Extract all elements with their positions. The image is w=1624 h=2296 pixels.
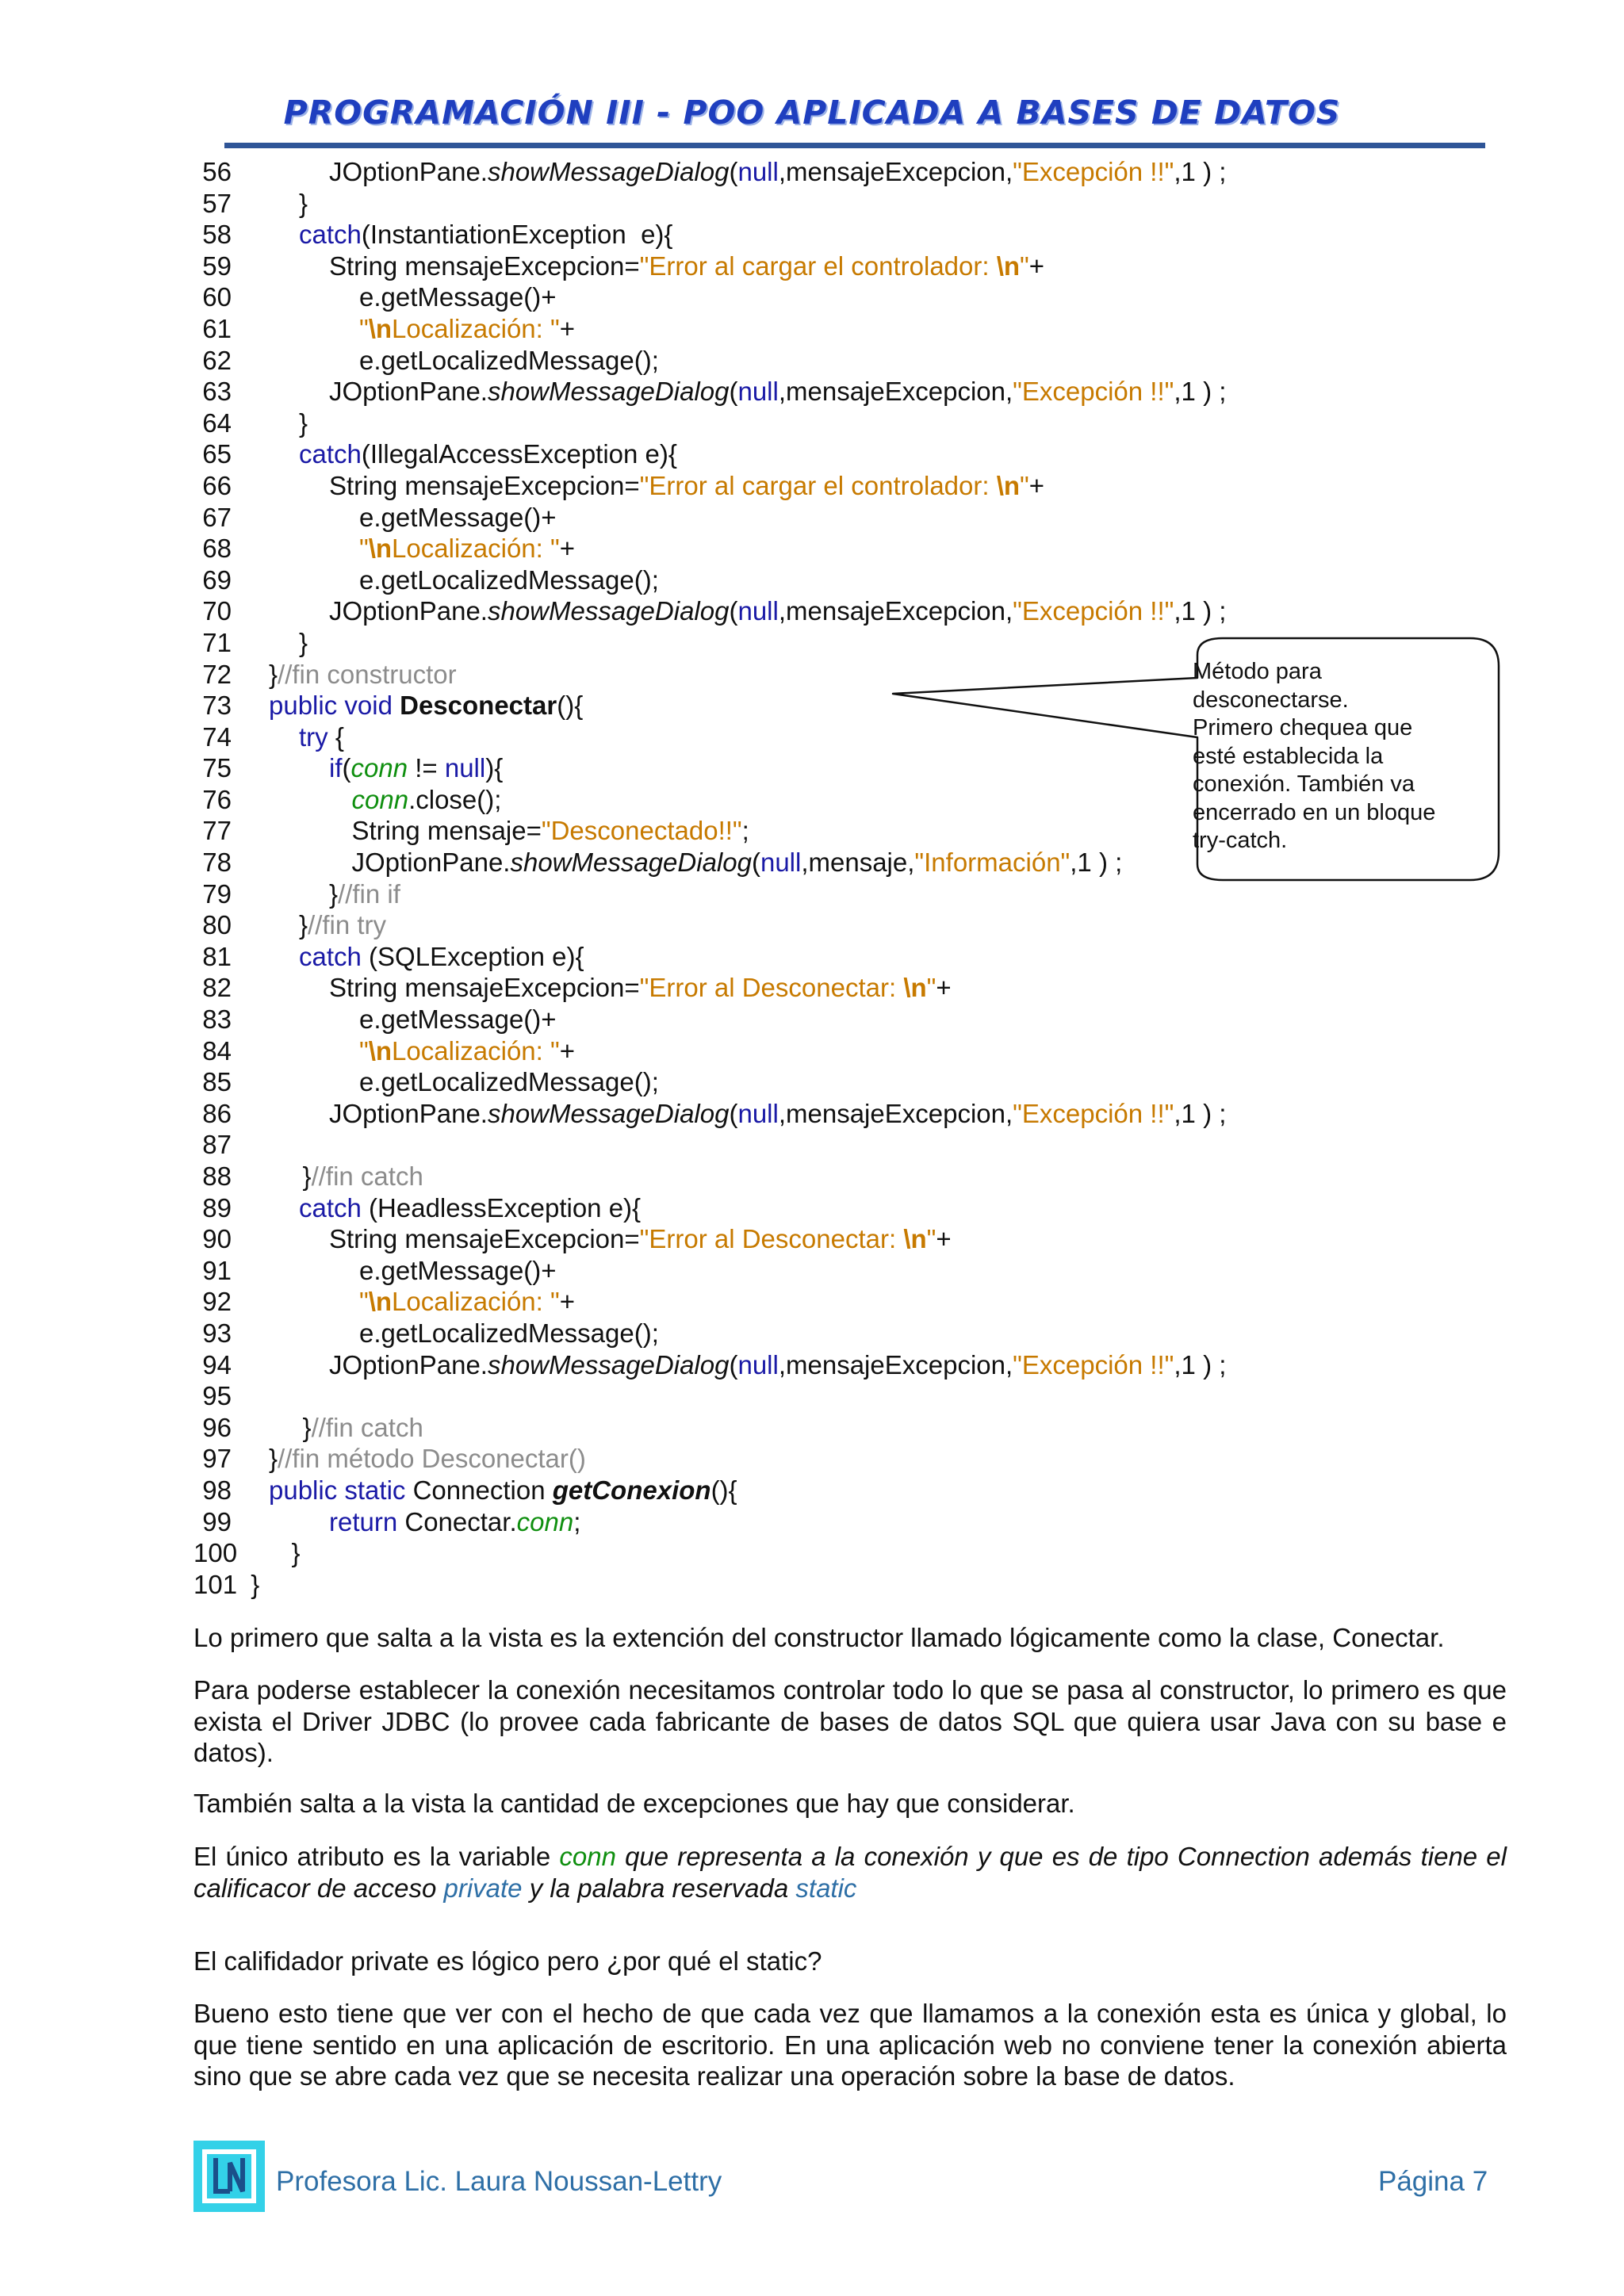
code-token: \n — [903, 973, 927, 1003]
code-line — [0, 281, 1624, 313]
line-number: 92 — [202, 1287, 232, 1317]
line-number: 77 — [202, 816, 232, 846]
code-line — [0, 1098, 1624, 1130]
code-token: Localización: " — [392, 313, 560, 343]
code-token: if — [329, 753, 343, 783]
line-number: 87 — [202, 1130, 232, 1160]
line-number: 59 — [202, 251, 232, 281]
code-line — [0, 1537, 1624, 1569]
code-token: //fin try — [308, 910, 387, 940]
code-token: JOptionPane. — [351, 848, 511, 878]
code-token: } — [299, 188, 308, 218]
code-line — [0, 408, 1624, 439]
code-token: Localización: " — [392, 1287, 560, 1317]
code-line — [0, 1129, 1624, 1161]
code-token: //fin método Desconectar() — [278, 1444, 586, 1474]
code-token: != — [408, 753, 445, 783]
code-line — [0, 1192, 1624, 1224]
code-token: e.getMessage()+ — [359, 1255, 557, 1285]
code-token: e.getMessage()+ — [359, 1004, 557, 1035]
code-line — [0, 972, 1624, 1004]
code-text — [329, 878, 400, 910]
code-token: showMessageDialog — [487, 596, 730, 626]
code-token: Localización: " — [392, 534, 560, 564]
code-token: "Error al cargar el controlador: — [639, 470, 997, 500]
code-text — [329, 1506, 580, 1538]
code-text — [359, 533, 575, 564]
code-token: showMessageDialog — [487, 157, 730, 186]
line-number: 80 — [202, 910, 232, 940]
code-token: ( — [729, 596, 738, 626]
code-text — [299, 219, 672, 251]
code-token: "Error al Desconectar: — [639, 973, 904, 1003]
line-number: 60 — [202, 282, 232, 312]
code-text — [359, 1066, 659, 1098]
callout-text — [1193, 658, 1494, 855]
code-token: catch — [299, 439, 362, 469]
ln-logo-icon — [193, 2141, 265, 2212]
callout-line: encerrado en un bloque — [1193, 799, 1436, 825]
code-token: ){ — [485, 753, 504, 783]
callout-line: esté establecida la — [1193, 743, 1384, 769]
code-line — [0, 1349, 1624, 1381]
code-token: null — [737, 596, 779, 626]
code-token: JOptionPane. — [329, 157, 488, 186]
code-token: (SQLException e){ — [361, 941, 584, 971]
code-token: conn — [516, 1506, 574, 1536]
code-line — [0, 1475, 1624, 1506]
code-token: ( — [729, 1349, 738, 1380]
line-number: 79 — [202, 878, 232, 909]
code-token: + — [559, 1035, 575, 1066]
code-token: e.getLocalizedMessage(); — [359, 564, 659, 595]
line-number: 69 — [202, 564, 232, 595]
code-line — [0, 470, 1624, 502]
code-token: e.getMessage()+ — [359, 502, 557, 532]
code-token: e.getMessage()+ — [359, 282, 557, 312]
line-number: 56 — [202, 157, 232, 186]
code-token: String mensajeExcepcion= — [329, 251, 640, 281]
code-token: ( — [729, 157, 738, 186]
code-token: ,mensajeExcepcion, — [778, 1349, 1013, 1380]
code-line — [0, 251, 1624, 282]
code-token: null — [737, 1098, 779, 1128]
code-text — [251, 1569, 259, 1601]
code-line — [0, 156, 1624, 188]
code-token: JOptionPane. — [329, 377, 488, 407]
code-token: + — [1028, 251, 1045, 281]
code-line — [0, 1161, 1624, 1192]
code-text — [292, 1537, 301, 1569]
code-text — [329, 1223, 952, 1255]
code-token: .close(); — [408, 784, 502, 814]
code-text — [303, 1412, 423, 1444]
code-token: { — [327, 721, 344, 752]
code-text — [329, 251, 1044, 282]
code-text — [359, 1004, 557, 1035]
line-number: 63 — [202, 377, 232, 407]
code-token: " — [1020, 251, 1029, 281]
code-token: (){ — [710, 1475, 737, 1505]
code-token: e.getLocalizedMessage(); — [359, 1067, 659, 1097]
code-token: ( — [751, 848, 760, 878]
code-token: } — [269, 1444, 278, 1474]
line-number: 64 — [202, 408, 232, 438]
callout-line: try-catch. — [1193, 828, 1288, 853]
code-text — [299, 438, 677, 470]
code-token: ,mensaje, — [801, 848, 915, 878]
code-token: null — [737, 1349, 779, 1380]
code-token: } — [329, 878, 339, 909]
line-number: 91 — [202, 1255, 232, 1285]
code-token: //fin constructor — [278, 659, 457, 689]
code-text — [329, 470, 1044, 502]
code-line — [0, 438, 1624, 470]
code-token: ,1 ) ; — [1174, 1349, 1227, 1380]
line-number: 101 — [193, 1569, 238, 1599]
line-number: 67 — [202, 502, 232, 532]
inline-code-conn: conn — [559, 1842, 616, 1871]
code-text — [329, 752, 503, 784]
code-token: conn — [350, 753, 408, 783]
paragraph: También salta a la vista la cantidad de excepciones que hay que considerar. — [193, 1789, 1075, 1818]
code-token: "Error al Desconectar: — [639, 1224, 904, 1254]
paragraph-text: El único atributo es la variable — [193, 1842, 560, 1871]
code-token: + — [559, 1287, 575, 1317]
code-token: null — [444, 753, 486, 783]
line-number: 72 — [202, 659, 232, 689]
line-number: 68 — [202, 534, 232, 564]
code-text — [359, 281, 557, 313]
code-token: e.getLocalizedMessage(); — [359, 1318, 659, 1348]
code-text — [299, 408, 308, 439]
code-token: "Excepción !!" — [1013, 596, 1174, 626]
code-text — [359, 1255, 557, 1287]
code-token: catch — [299, 1192, 362, 1223]
code-token: catch — [299, 220, 362, 250]
code-token: JOptionPane. — [329, 1349, 488, 1380]
code-line — [0, 1412, 1624, 1444]
header-divider — [224, 143, 1485, 148]
code-line — [0, 345, 1624, 377]
code-token: showMessageDialog — [510, 848, 752, 878]
code-token: " — [926, 1224, 936, 1254]
code-line — [0, 1569, 1624, 1601]
code-text — [359, 502, 557, 534]
code-token: } — [299, 408, 308, 438]
code-token: \n — [996, 251, 1021, 281]
code-text — [299, 909, 386, 941]
code-token: catch — [299, 941, 362, 971]
line-number: 84 — [202, 1035, 232, 1066]
code-line — [0, 533, 1624, 564]
code-line — [0, 376, 1624, 408]
code-token: \n — [368, 1035, 393, 1066]
code-text — [269, 690, 583, 721]
code-token: public void — [269, 691, 400, 721]
page-header-title: PROGRAMACIÓN III - POO APLICADA A BASES DE DATOS — [283, 94, 1341, 132]
code-text — [299, 1192, 641, 1224]
code-token: \n — [368, 1287, 393, 1317]
code-token: ( — [729, 377, 738, 407]
code-token: null — [760, 848, 802, 878]
code-token: String mensajeExcepcion= — [329, 1224, 640, 1254]
code-line — [0, 1506, 1624, 1538]
code-token: Conectar. — [404, 1506, 517, 1536]
line-number: 58 — [202, 220, 232, 250]
code-token: (IllegalAccessException e){ — [361, 439, 677, 469]
code-line — [0, 1066, 1624, 1098]
code-token: showMessageDialog — [487, 1349, 730, 1380]
code-token: ,mensajeExcepcion, — [778, 377, 1013, 407]
code-text — [352, 815, 749, 847]
code-token: "Excepción !!" — [1013, 1098, 1174, 1128]
code-token: "Desconectado!!" — [541, 816, 742, 846]
code-token: showMessageDialog — [487, 377, 730, 407]
callout-line: Método para — [1193, 659, 1322, 684]
code-token: "Excepción !!" — [1013, 157, 1174, 186]
code-line — [0, 595, 1624, 627]
code-token: Localización: " — [392, 1035, 560, 1066]
inline-code-static: static — [795, 1873, 857, 1903]
line-number: 85 — [202, 1067, 232, 1097]
code-token: Desconectar — [400, 691, 557, 721]
code-token: } — [302, 1412, 312, 1442]
line-number: 90 — [202, 1224, 232, 1254]
code-token: + — [936, 973, 952, 1003]
line-number: 95 — [202, 1381, 232, 1411]
line-number: 70 — [202, 596, 232, 626]
line-number: 89 — [202, 1192, 232, 1223]
code-line — [0, 1286, 1624, 1318]
code-token: ,mensajeExcepcion, — [778, 157, 1013, 186]
line-number: 88 — [202, 1161, 232, 1191]
code-token: showMessageDialog — [487, 1098, 730, 1128]
code-token: ,1 ) ; — [1174, 1098, 1227, 1128]
code-text — [329, 595, 1226, 627]
code-token: ,1 ) ; — [1174, 377, 1227, 407]
paragraph-text: y la palabra reservada — [522, 1873, 796, 1903]
code-token: try — [299, 721, 328, 752]
code-token: conn — [351, 784, 409, 814]
paragraph: Lo primero que salta a la vista es la extención del constructor llamado lógicamente como la clase, Conectar. — [193, 1623, 1445, 1652]
code-token: Connection — [412, 1475, 553, 1505]
code-token: } — [291, 1538, 301, 1568]
code-token: //fin catch — [311, 1412, 423, 1442]
line-number: 81 — [202, 941, 232, 971]
inline-code-private: private — [443, 1873, 523, 1903]
line-number: 74 — [202, 721, 232, 752]
code-line — [0, 502, 1624, 534]
code-line — [0, 1255, 1624, 1287]
code-text — [359, 1035, 575, 1067]
code-line — [0, 1318, 1624, 1349]
code-token: JOptionPane. — [329, 596, 488, 626]
code-token: //fin catch — [311, 1161, 423, 1191]
code-token: "Excepción !!" — [1013, 377, 1174, 407]
line-number: 93 — [202, 1318, 232, 1348]
code-token: \n — [903, 1224, 927, 1254]
code-token: String mensajeExcepcion= — [329, 973, 640, 1003]
code-token: getConexion — [552, 1475, 711, 1505]
code-token: \n — [996, 470, 1021, 500]
line-number: 86 — [202, 1098, 232, 1128]
code-token: (InstantiationException e){ — [361, 220, 673, 250]
code-text — [269, 1475, 737, 1506]
line-number: 78 — [202, 848, 232, 878]
code-token: ,1 ) ; — [1174, 596, 1227, 626]
code-text — [303, 1161, 423, 1192]
code-line — [0, 188, 1624, 220]
paragraph — [193, 1841, 1507, 1904]
code-line — [0, 941, 1624, 973]
code-token: //fin if — [338, 878, 400, 909]
code-token: return — [329, 1506, 405, 1536]
code-line — [0, 313, 1624, 345]
code-line — [0, 564, 1624, 596]
code-text — [352, 784, 502, 816]
line-number: 71 — [202, 627, 232, 657]
code-token: (){ — [557, 691, 584, 721]
code-token: String mensaje= — [351, 816, 542, 846]
code-text — [329, 972, 952, 1004]
code-line — [0, 1443, 1624, 1475]
code-token: } — [269, 659, 278, 689]
code-token: " — [926, 973, 936, 1003]
code-token: "Error al cargar el controlador: — [639, 251, 997, 281]
line-number: 82 — [202, 973, 232, 1003]
line-number: 100 — [193, 1538, 238, 1568]
line-number: 73 — [202, 691, 232, 721]
line-number: 57 — [202, 188, 232, 218]
line-number: 75 — [202, 753, 232, 783]
code-text — [299, 188, 308, 220]
line-number: 62 — [202, 345, 232, 375]
code-text — [329, 156, 1226, 188]
code-token: " — [359, 1287, 369, 1317]
code-text — [359, 1286, 575, 1318]
line-number: 96 — [202, 1412, 232, 1442]
line-number: 83 — [202, 1004, 232, 1035]
callout-line: conexión. También va — [1193, 771, 1415, 797]
code-token: ,mensajeExcepcion, — [778, 596, 1013, 626]
line-number: 94 — [202, 1349, 232, 1380]
code-text — [299, 721, 344, 753]
callout-line: desconectarse. — [1193, 687, 1349, 713]
code-line — [0, 909, 1624, 941]
code-token: " — [359, 313, 369, 343]
code-token: } — [299, 910, 308, 940]
code-token: ,1 ) ; — [1174, 157, 1227, 186]
code-token: } — [299, 627, 308, 657]
paragraph: El califidador private es lógico pero ¿por qué el static? — [193, 1946, 822, 1976]
callout-line: Primero chequea que — [1193, 715, 1413, 740]
code-token: ; — [741, 816, 749, 846]
line-number: 65 — [202, 439, 232, 469]
paragraph: Para poderse establecer la conexión necesitamos controlar todo lo que se pasa al constructor, lo primero es que exista el Driver JDBC (lo provee cada fabricante de bases de datos SQL que quiera usar Java con su base e datos). — [193, 1675, 1507, 1767]
line-number: 97 — [202, 1444, 232, 1474]
paragraph: Bueno esto tiene que ver con el hecho de que cada vez que llamamos a la conexión esta es única y global, lo que tiene sentido en una aplicación de escritorio. En una aplicación web no conviene tener la conexión abierta sino que se abre cada vez que se necesita realizar una operación sobre la base de datos. — [193, 1999, 1507, 2091]
code-line — [0, 1380, 1624, 1412]
code-token: + — [1028, 470, 1045, 500]
line-number: 98 — [202, 1475, 232, 1505]
code-token: e.getLocalizedMessage(); — [359, 345, 659, 375]
code-token: \n — [368, 313, 393, 343]
line-number: 66 — [202, 470, 232, 500]
code-text — [299, 627, 308, 659]
code-token: " — [359, 1035, 369, 1066]
code-token: "Excepción !!" — [1013, 1349, 1174, 1380]
code-line — [0, 1223, 1624, 1255]
footer-page-number: Página 7 — [1378, 2166, 1488, 2197]
code-token: ,1 ) ; — [1070, 848, 1123, 878]
code-line — [0, 1004, 1624, 1035]
code-token: " — [1020, 470, 1029, 500]
code-token: null — [737, 377, 779, 407]
code-text — [359, 1318, 659, 1349]
code-token: + — [559, 313, 575, 343]
code-token: \n — [368, 534, 393, 564]
code-text — [359, 313, 575, 345]
code-text — [269, 1443, 586, 1475]
code-token: + — [936, 1224, 952, 1254]
code-text — [329, 376, 1226, 408]
code-text — [299, 941, 584, 973]
line-number: 76 — [202, 784, 232, 814]
code-token: ,mensajeExcepcion, — [778, 1098, 1013, 1128]
code-token: + — [559, 534, 575, 564]
code-token: } — [251, 1569, 260, 1599]
code-text — [269, 659, 457, 691]
footer-author: Profesora Lic. Laura Noussan-Lettry — [276, 2166, 722, 2197]
paragraph-text: que representa a la conexión y que es de tipo Connection además tiene el calificacor de acceso — [193, 1842, 1507, 1903]
code-token: "Información" — [914, 848, 1071, 878]
code-line — [0, 1035, 1624, 1067]
code-text — [329, 1098, 1226, 1130]
code-text — [329, 1349, 1226, 1381]
code-token: (HeadlessException e){ — [361, 1192, 642, 1223]
code-token: } — [302, 1161, 312, 1191]
code-token: ( — [342, 753, 351, 783]
code-token: ; — [573, 1506, 581, 1536]
line-number: 99 — [202, 1506, 232, 1536]
code-token: public static — [269, 1475, 413, 1505]
code-line — [0, 219, 1624, 251]
line-number: 61 — [202, 313, 232, 343]
code-token: String mensajeExcepcion= — [329, 470, 640, 500]
code-token: null — [737, 157, 779, 186]
code-text — [359, 564, 659, 596]
code-token: " — [359, 534, 369, 564]
code-text — [359, 345, 659, 377]
code-token: ( — [729, 1098, 738, 1128]
code-token: JOptionPane. — [329, 1098, 488, 1128]
